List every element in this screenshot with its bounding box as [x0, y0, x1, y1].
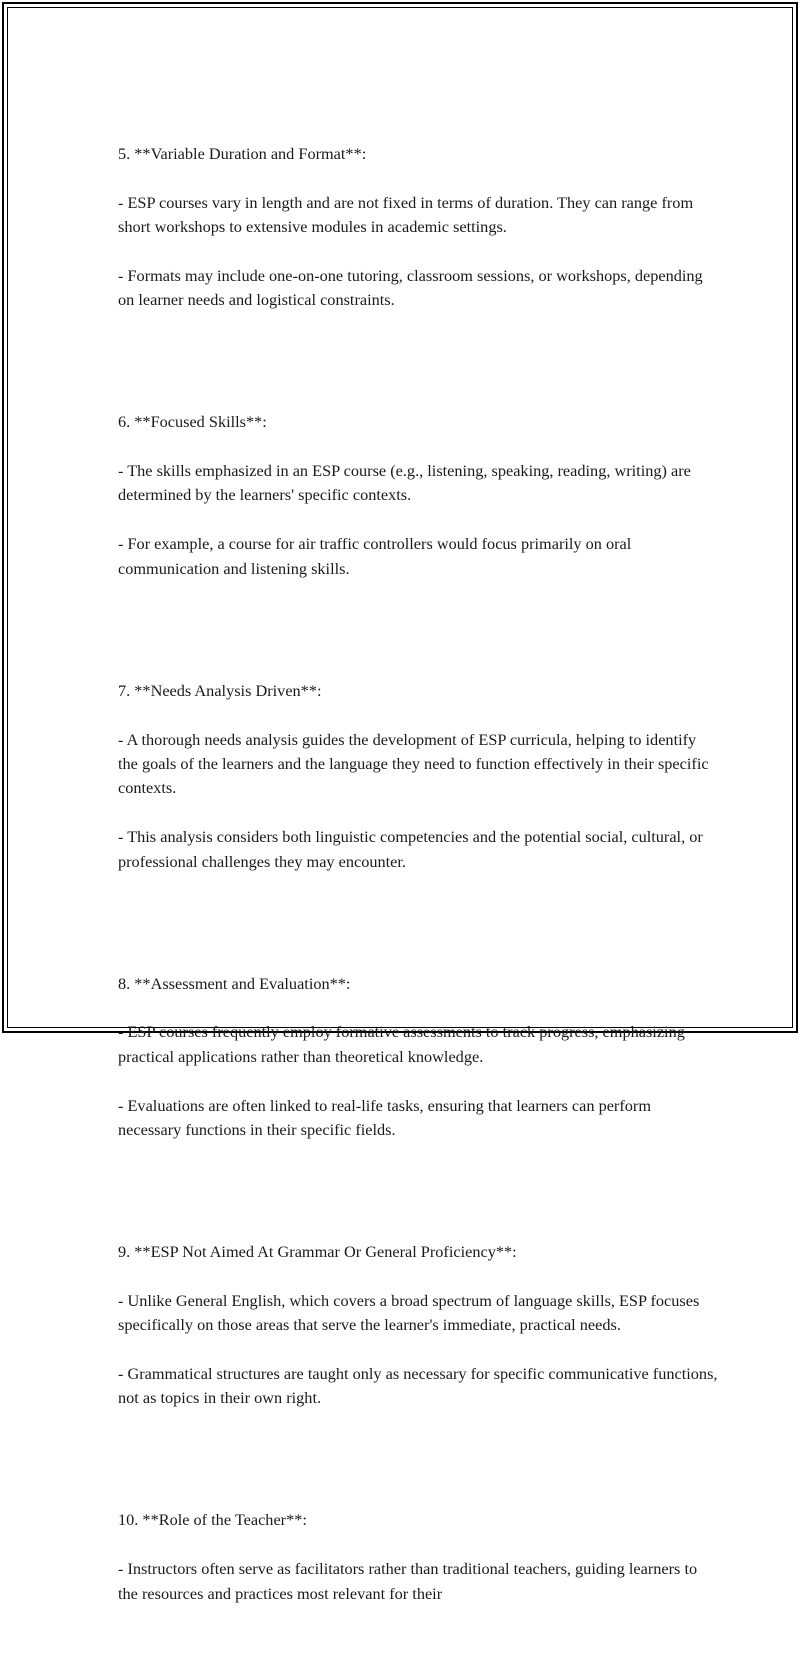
section-bullet: - Unlike General English, which covers a broad spectrum of language skills, ESP focuses specifically on those areas that serve the learner's immediate, practical needs. [118, 1290, 700, 1335]
section-heading: 5. **Variable Duration and Format**: [118, 143, 367, 163]
section-heading: 10. **Role of the Teacher**: [118, 1510, 307, 1530]
section-heading: 8. **Assessment and Evaluation**: [118, 973, 351, 993]
section-heading: 7. **Needs Analysis Driven**: [118, 680, 322, 700]
section-bullet: - ESP courses vary in length and are not fixed in terms of duration. They can range from short workshops to extensive modules in academic settings. [118, 192, 694, 237]
document-body [118, 93, 718, 1679]
section-5 [118, 117, 718, 337]
section-bullet: - Formats may include one-on-one tutoring, classroom sessions, or workshops, depending on learner needs and logistical constraints. [118, 265, 703, 310]
section-heading: 9. **ESP Not Aimed At Grammar Or General Proficiency**: [118, 1242, 517, 1262]
section-8 [118, 947, 718, 1167]
section-bullet: - Evaluations are often linked to real-life tasks, ensuring that learners can perform necessary functions in their specific fields. [118, 1095, 652, 1140]
section-bullet: - Grammatical structures are taught only as necessary for specific communicative functions, not as topics in their own right. [118, 1364, 718, 1408]
section-bullet: - The skills emphasized in an ESP course (e.g., listening, speaking, reading, writing) are determined by the learners' specific contexts. [118, 461, 691, 505]
section-7 [118, 654, 718, 898]
section-bullet: - This analysis considers both linguistic competencies and the potential social, cultural, or professional challenges they may encounter. [118, 827, 703, 871]
section-bullet: - ESP courses frequently employ formative assessments to track progress, emphasizing practical applications rather than theoretical knowledge. [118, 1022, 685, 1066]
section-bullet: - For example, a course for air traffic controllers would focus primarily on oral communication and listening skills. [118, 534, 632, 578]
section-10 [118, 1484, 718, 1630]
section-6 [118, 386, 718, 606]
section-bullet: - A thorough needs analysis guides the development of ESP curricula, helping to identify the goals of the learners and the language they need to function effectively in their specific contexts. [118, 729, 709, 798]
section-9 [118, 1216, 718, 1436]
section-heading: 6. **Focused Skills**: [118, 412, 267, 432]
section-bullet: - Instructors often serve as facilitators rather than traditional teachers, guiding learners to the resources and practices most relevant for their [118, 1559, 698, 1603]
